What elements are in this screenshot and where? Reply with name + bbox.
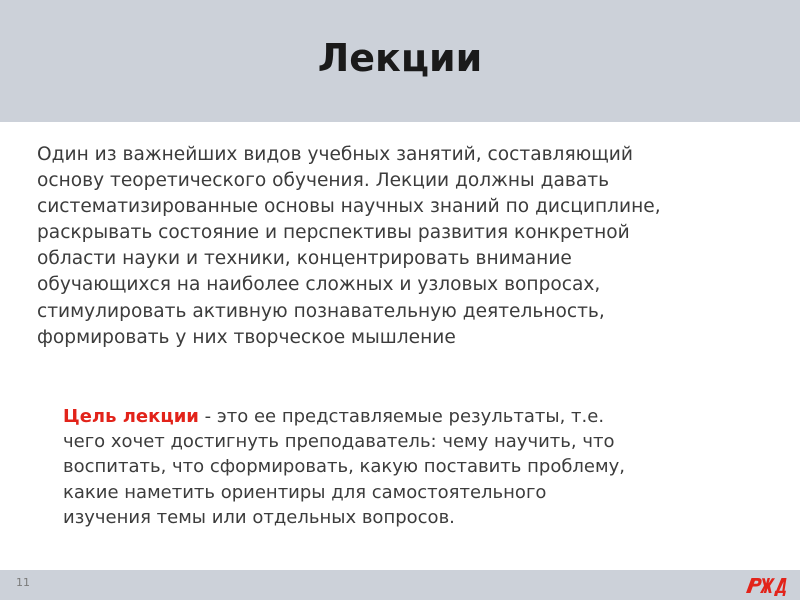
footer-band <box>0 570 800 600</box>
slide-number: 11 <box>16 576 30 589</box>
lecture-goal-definition: - это ее представляемые результаты, т.е. чего хочет достигнуть преподаватель: чему научить, что воспитать, что сформировать, какую поставить проблему, какие наметить ориентиры для самостоятельного изучения темы или отдельных вопросов. <box>63 406 625 528</box>
lecture-goal-term: Цель лекции <box>63 406 199 427</box>
lecture-description: Один из важнейших видов учебных занятий, составляющий основу теоретического обучения. Лекции должны давать систематизированные основы научных знаний по дисциплине, раскрывать состояние и перспективы развития конкретной области науки и техники, концентрировать внимание обучающихся на наиболее сложных и узловых вопросах, стимулировать активную познавательную деятельность, формировать у них творческое мышление <box>37 144 661 348</box>
lecture-goal-paragraph <box>63 404 773 530</box>
rzd-logo-icon <box>742 572 792 598</box>
header-band <box>0 0 800 122</box>
slide-title: Лекции <box>317 36 483 80</box>
